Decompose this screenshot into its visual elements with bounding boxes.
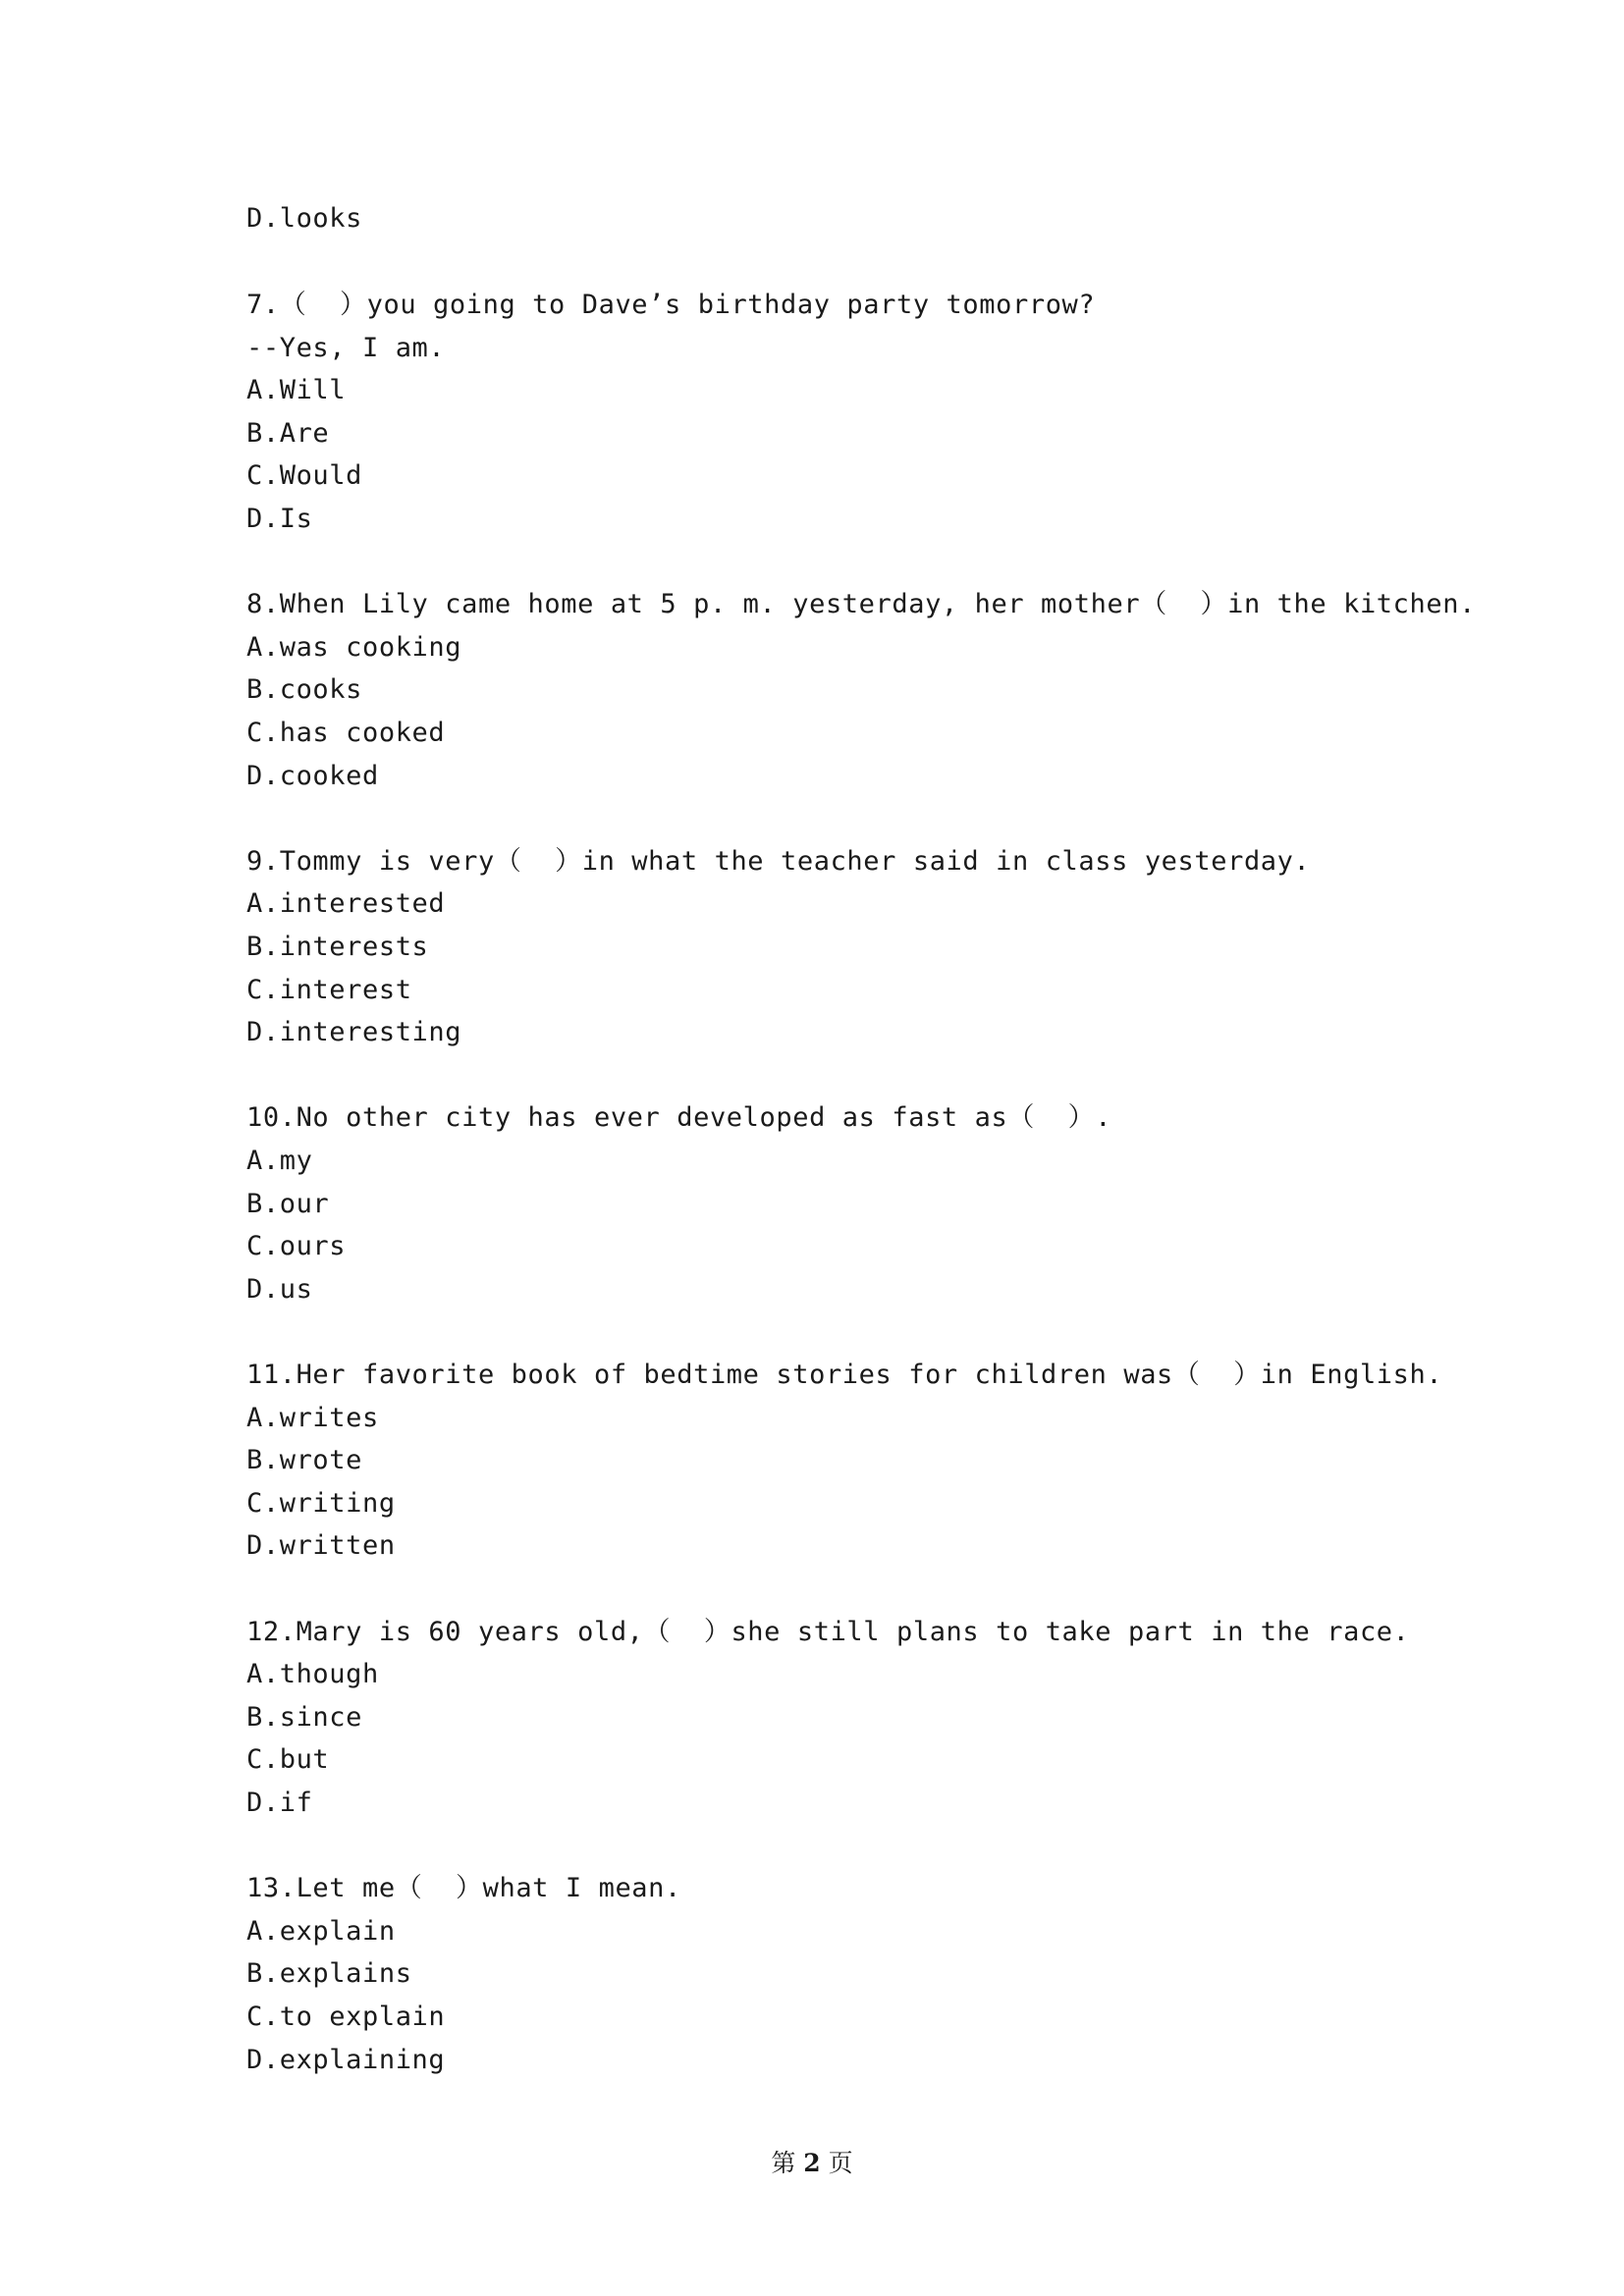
page-footer — [0, 2147, 1624, 2180]
question-13: 13.Let me（ ）what I mean. — [246, 1873, 681, 1903]
question-9: 9.Tommy is very（ ）in what the teacher said in class yesterday. — [246, 846, 1311, 877]
option-line: C.has cooked — [246, 718, 446, 748]
option-line: D.us — [246, 1274, 313, 1305]
question-12: 12.Mary is 60 years old,（ ）she still plans to take part in the race. — [246, 1617, 1410, 1647]
option-line: D.written — [246, 1530, 396, 1561]
question-8: 8.When Lily came home at 5 p. m. yesterday, her mother（ ）in the kitchen. — [246, 589, 1476, 619]
option-line: B.wrote — [246, 1445, 362, 1475]
footer-suffix: 页 — [828, 2149, 853, 2177]
option-line: C.but — [246, 1744, 330, 1775]
option-line: B.interests — [246, 932, 429, 962]
option-line: A.interested — [246, 888, 446, 919]
option-line: C.Would — [246, 460, 362, 491]
option-line: C.to explain — [246, 2002, 446, 2032]
option-line: B.since — [246, 1702, 362, 1733]
option-line: D.looks — [246, 203, 362, 234]
option-line: D.explaining — [246, 2045, 446, 2075]
option-line: A.explain — [246, 1916, 396, 1947]
option-line: A.was cooking — [246, 632, 462, 663]
option-line: B.Are — [246, 418, 330, 449]
option-line: B.explains — [246, 1958, 412, 1989]
option-line: A.writes — [246, 1403, 379, 1433]
option-line: C.writing — [246, 1488, 396, 1519]
question-11: 11.Her favorite book of bedtime stories for children was（ ）in English. — [246, 1360, 1443, 1390]
option-line: A.my — [246, 1146, 313, 1176]
option-line: B.cooks — [246, 674, 362, 705]
option-line: D.Is — [246, 504, 313, 534]
option-line: A.though — [246, 1659, 379, 1689]
question-7: 7.（ ）you going to Dave’s birthday party tomorrow? — [246, 290, 1096, 320]
option-line: C.interest — [246, 975, 412, 1005]
option-line: B.our — [246, 1189, 330, 1219]
answer-line: --Yes, I am. — [246, 333, 446, 363]
option-line: D.interesting — [246, 1017, 462, 1047]
page-number: 2 — [803, 2149, 821, 2177]
question-10: 10.No other city has ever developed as fast as（ ）. — [246, 1102, 1112, 1133]
option-line: A.Will — [246, 375, 347, 405]
option-line: C.ours — [246, 1231, 347, 1261]
option-line: D.cooked — [246, 761, 379, 791]
footer-prefix: 第 — [771, 2149, 796, 2177]
option-line: D.if — [246, 1788, 313, 1818]
